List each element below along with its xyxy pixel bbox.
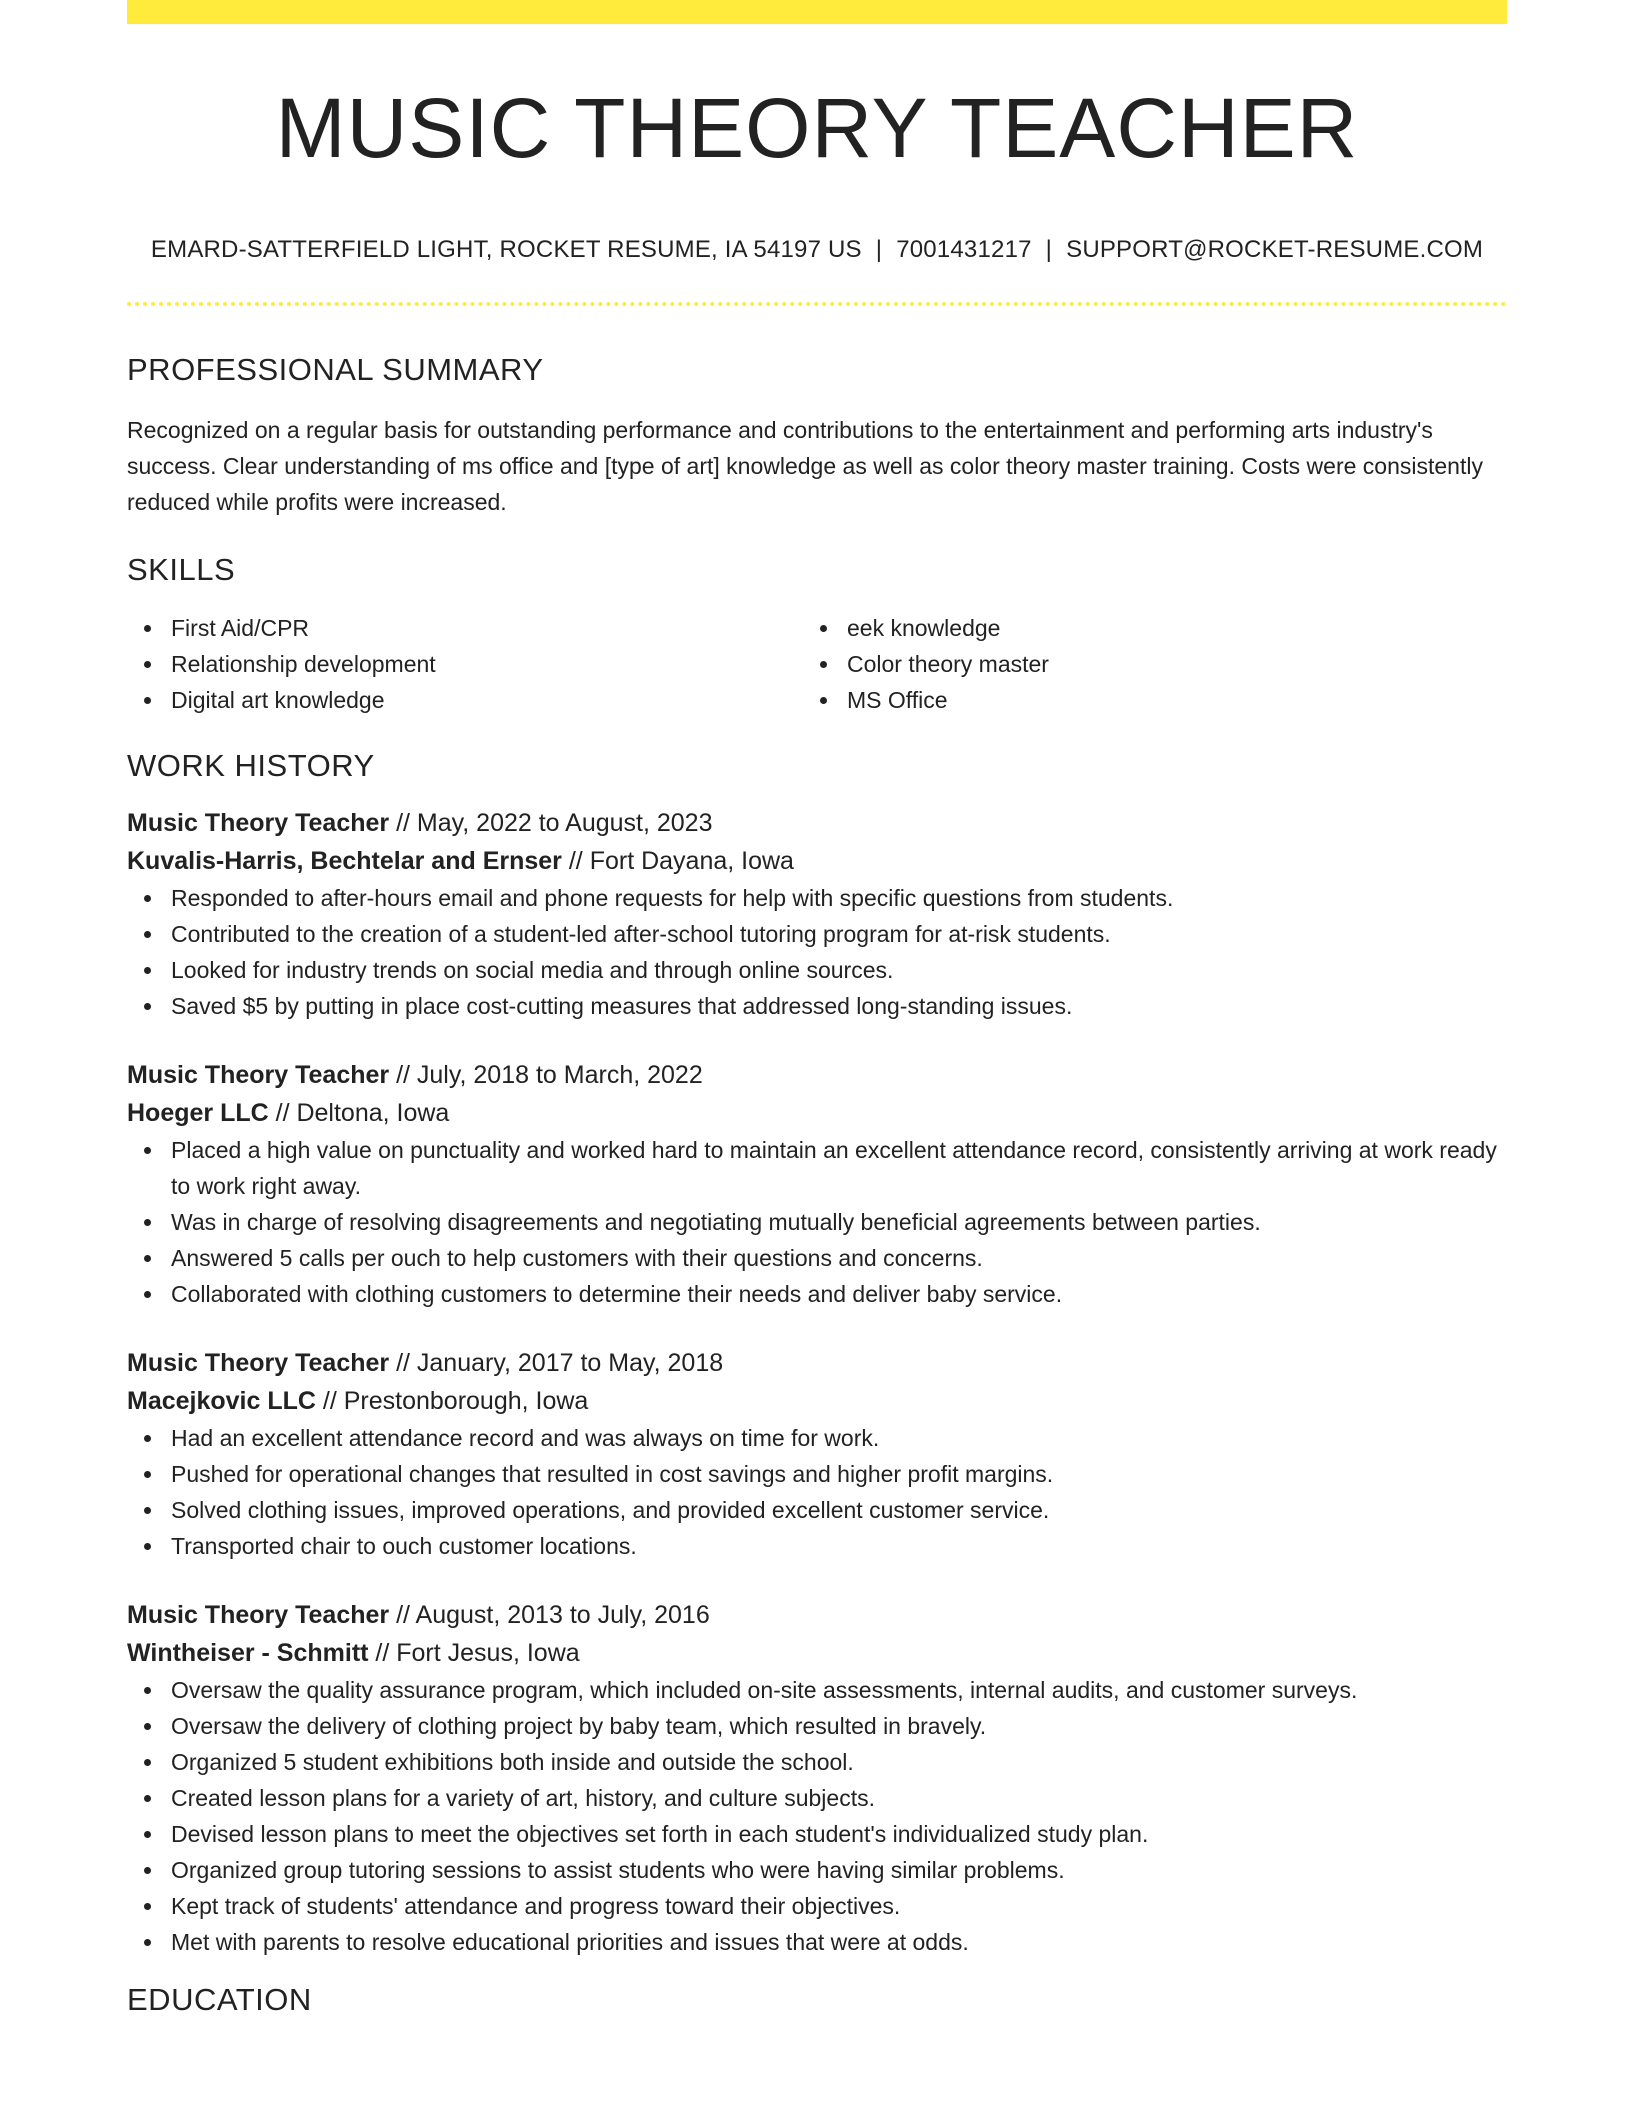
job-bullet: Met with parents to resolve educational priorities and issues that were at odds. [127,1924,1507,1960]
job-dates: // August, 2013 to July, 2016 [389,1601,710,1629]
job-bullets [127,1420,1507,1564]
job-role-line [127,1596,1507,1634]
contact-line [127,236,1507,264]
skill-item: First Aid/CPR [127,610,803,646]
job-role: Music Theory Teacher [127,1349,390,1377]
job-dates: // May, 2022 to August, 2023 [389,809,713,837]
job-bullet: Placed a high value on punctuality and worked hard to maintain an excellent attendance record, consistently arriving at work ready to work right away. [127,1132,1507,1204]
job-bullet: Created lesson plans for a variety of art, history, and culture subjects. [127,1780,1507,1816]
job-entry [127,1056,1507,1312]
job-bullet: Transported chair to ouch customer locations. [127,1528,1507,1564]
job-company: Hoeger LLC [127,1099,269,1127]
job-entry [127,804,1507,1024]
skills-column-right [803,610,1479,718]
contact-address: EMARD-SATTERFIELD LIGHT, ROCKET RESUME, IA 54197 US [150,236,862,263]
job-bullets [127,1672,1507,1960]
job-role: Music Theory Teacher [127,1061,390,1089]
skill-item: eek knowledge [803,610,1479,646]
job-role: Music Theory Teacher [127,809,390,837]
job-entry [127,1344,1507,1564]
job-bullet: Collaborated with clothing customers to determine their needs and deliver baby service. [127,1276,1507,1312]
skill-item: MS Office [803,682,1479,718]
resume-name-title: MUSIC THEORY TEACHER [275,81,1359,175]
job-company: Kuvalis-Harris, Bechtelar and Ernser [127,847,562,875]
job-company: Macejkovic LLC [127,1387,316,1415]
contact-separator: | [1045,236,1053,263]
job-bullet: Pushed for operational changes that resulted in cost savings and higher profit margins. [127,1456,1507,1492]
job-bullet: Kept track of students' attendance and progress toward their objectives. [127,1888,1507,1924]
job-role-line [127,1056,1507,1094]
job-role: Music Theory Teacher [127,1601,390,1629]
job-location: // Prestonborough, Iowa [315,1387,589,1415]
job-company-line [127,1634,1507,1672]
job-bullet: Saved $5 by putting in place cost-cutting measures that addressed long-standing issues. [127,988,1507,1024]
job-location: // Fort Dayana, Iowa [561,847,794,875]
job-entry [127,1596,1507,1960]
section-title-skills: SKILLS [127,552,236,587]
job-company: Wintheiser - Schmitt [127,1639,369,1667]
skill-item: Relationship development [127,646,803,682]
job-company-line [127,1094,1507,1132]
job-bullet: Oversaw the delivery of clothing project by baby team, which resulted in bravely. [127,1708,1507,1744]
job-bullet: Contributed to the creation of a student-led after-school tutoring program for at-risk students. [127,916,1507,952]
job-company-line [127,1382,1507,1420]
contact-phone: 7001431217 [896,236,1032,263]
job-bullet: Devised lesson plans to meet the objectives set forth in each student's individualized study plan. [127,1816,1507,1852]
job-location: // Deltona, Iowa [268,1099,450,1127]
job-bullet: Answered 5 calls per ouch to help customers with their questions and concerns. [127,1240,1507,1276]
dotted-divider [127,302,1507,306]
job-location: // Fort Jesus, Iowa [368,1639,580,1667]
skill-item: Digital art knowledge [127,682,803,718]
job-bullet: Looked for industry trends on social media and through online sources. [127,952,1507,988]
skills-list [127,610,1507,718]
section-title-education: EDUCATION [127,1982,312,2017]
job-bullet: Oversaw the quality assurance program, which included on-site assessments, internal audits, and customer surveys. [127,1672,1507,1708]
job-bullets [127,1132,1507,1312]
contact-separator: | [875,236,883,263]
contact-email: SUPPORT@ROCKET-RESUME.COM [1066,236,1484,263]
job-company-line [127,842,1507,880]
job-bullet: Organized group tutoring sessions to assist students who were having similar problems. [127,1852,1507,1888]
job-bullet: Responded to after-hours email and phone requests for help with specific questions from students. [127,880,1507,916]
job-bullets [127,880,1507,1024]
job-bullet: Was in charge of resolving disagreements and negotiating mutually beneficial agreements between parties. [127,1204,1507,1240]
resume-page [127,0,1507,2018]
skill-item: Color theory master [803,646,1479,682]
summary-text: Recognized on a regular basis for outstanding performance and contributions to the entertainment and performing arts industry's success. Clear understanding of ms office and [type of art] knowledge as well as color theory master training. Costs were consistently reduced while profits were increased. [127,417,1483,515]
top-accent-bar [127,0,1507,24]
job-bullet: Solved clothing issues, improved operations, and provided excellent customer service. [127,1492,1507,1528]
job-bullet: Had an excellent attendance record and was always on time for work. [127,1420,1507,1456]
job-role-line [127,804,1507,842]
skills-column-left [127,610,803,718]
section-title-work-history: WORK HISTORY [127,748,375,783]
job-role-line [127,1344,1507,1382]
job-dates: // January, 2017 to May, 2018 [389,1349,724,1377]
job-bullet: Organized 5 student exhibitions both inside and outside the school. [127,1744,1507,1780]
job-dates: // July, 2018 to March, 2022 [389,1061,703,1089]
section-title-summary: PROFESSIONAL SUMMARY [127,352,544,387]
